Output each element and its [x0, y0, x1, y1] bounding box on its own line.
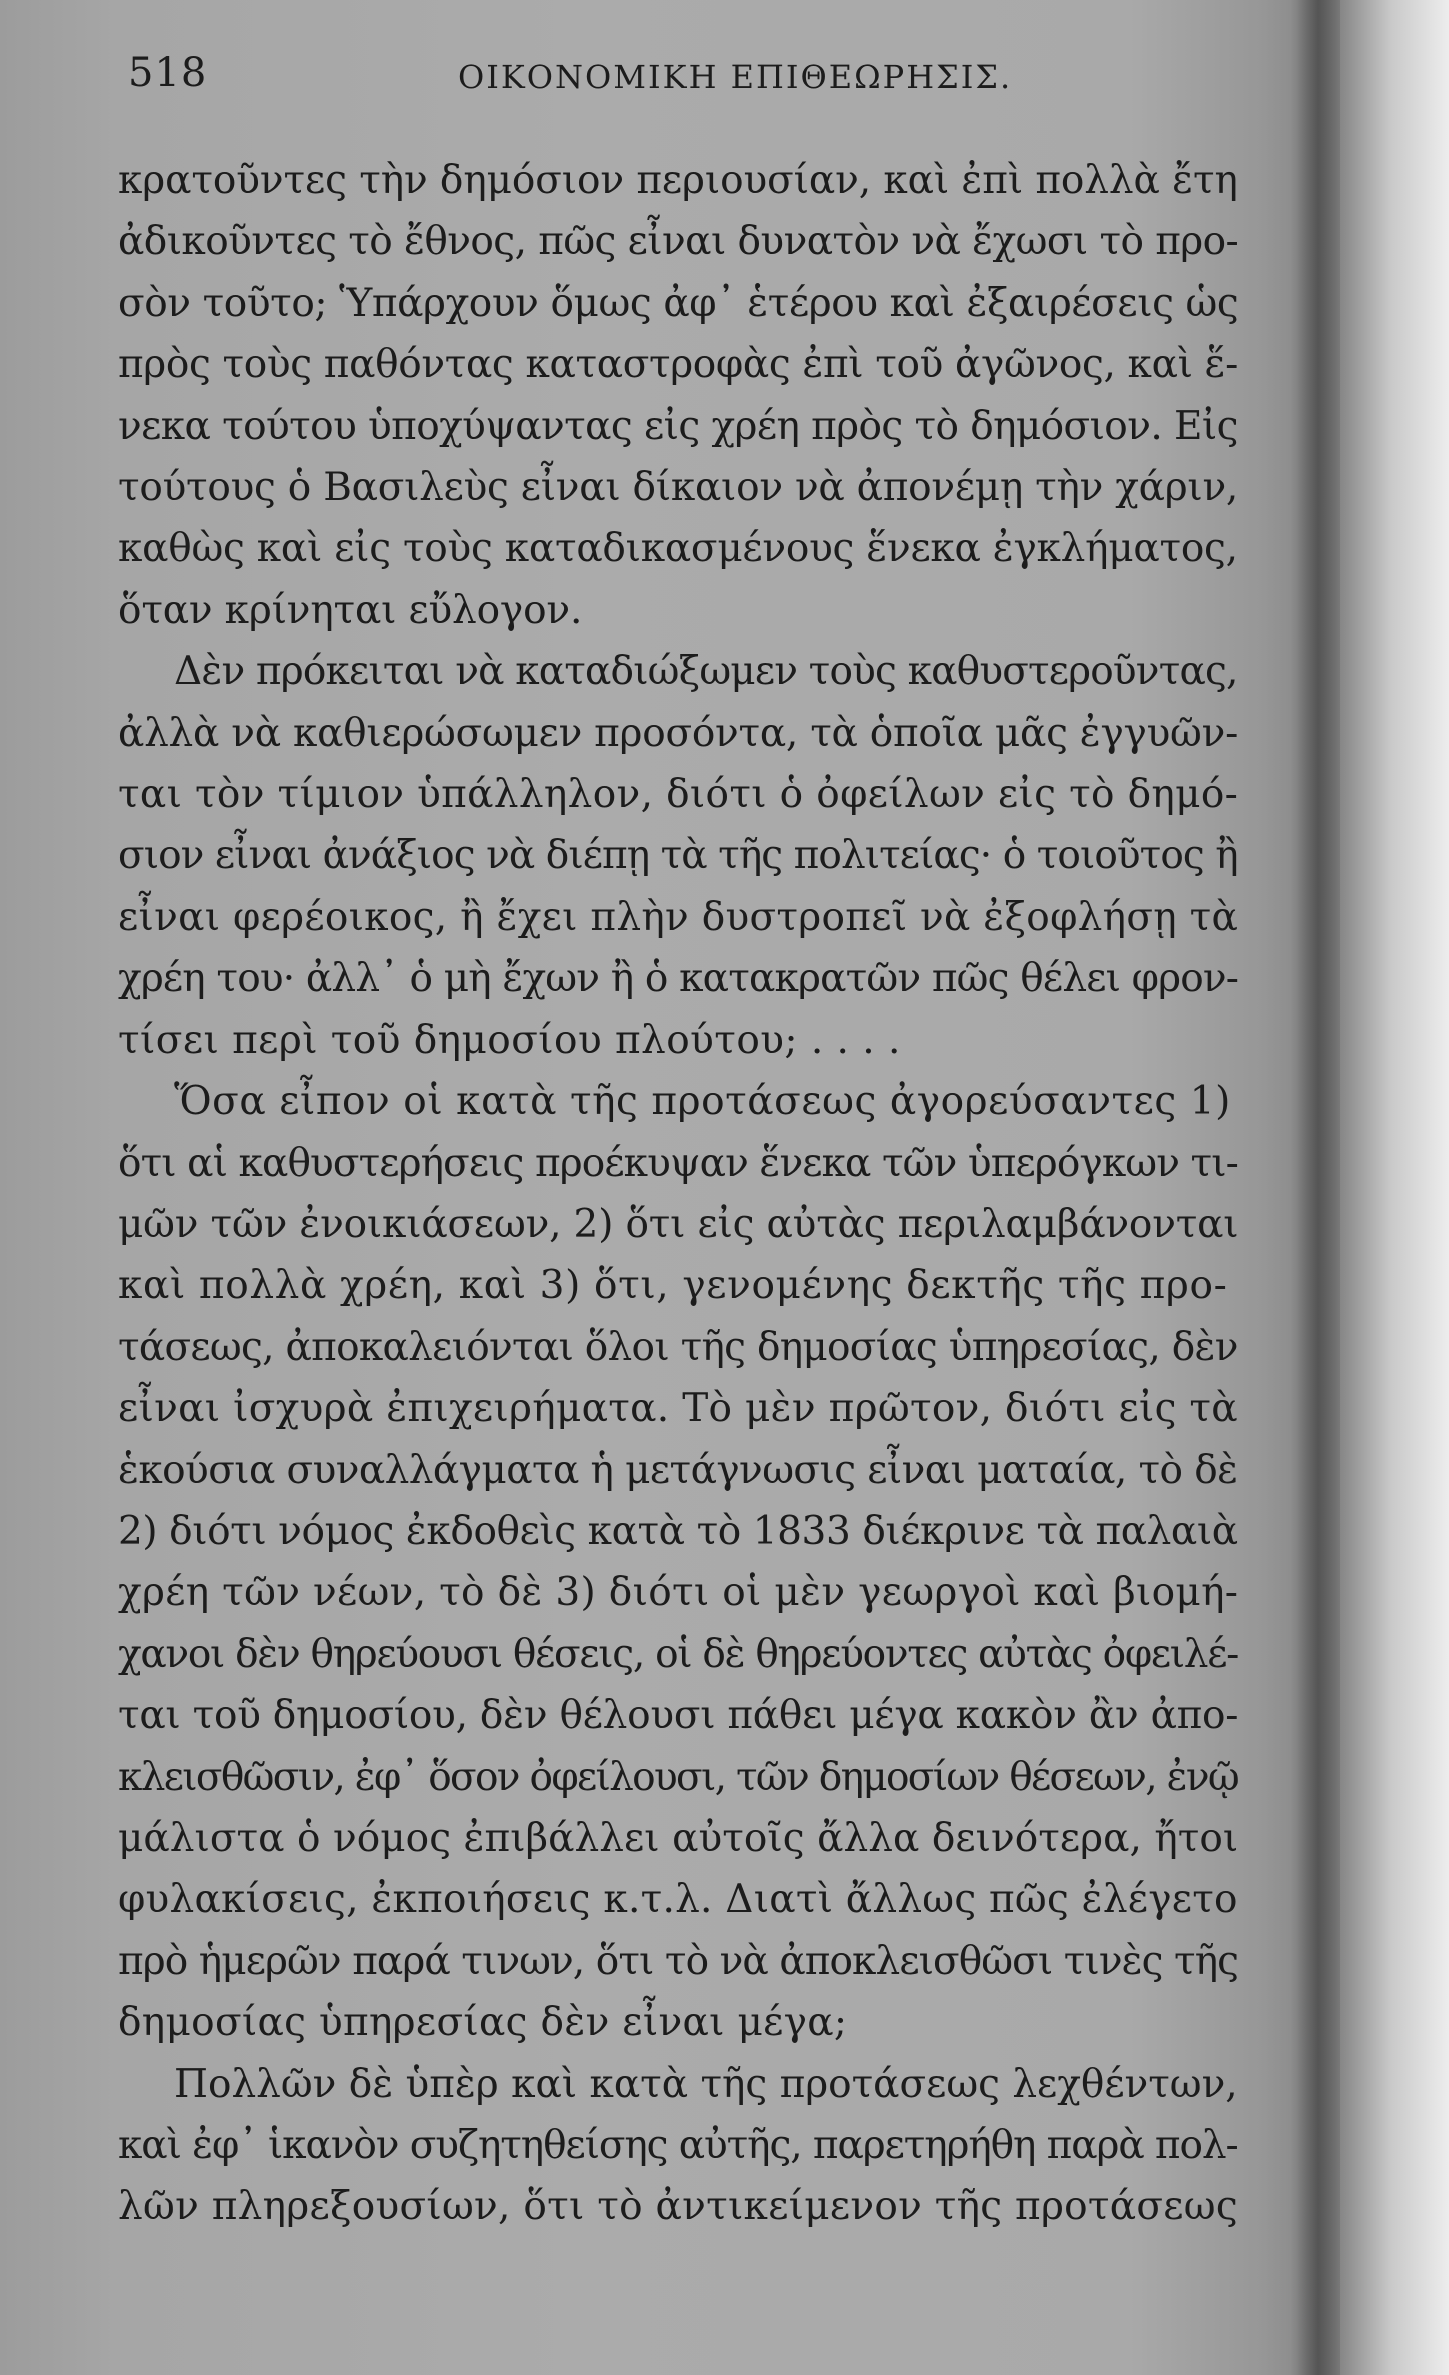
- text-line: φυλακίσεις, ἐκποιήσεις κ.τ.λ. Διατὶ ἄλλως πῶς ἐλέγετο: [118, 1877, 1238, 1923]
- text-line: πρὸ ἡμερῶν παρά τινων, ὅτι τὸ νὰ ἀποκλεισθῶσι τινὲς τῆς: [118, 1938, 1239, 1984]
- book-page: [118, 50, 1268, 2238]
- text-line: καθὼς καὶ εἰς τοὺς καταδικασμένους ἕνεκα ἐγκλήματος,: [118, 526, 1238, 572]
- running-head: [118, 50, 1268, 110]
- text-line: ται τοῦ δημοσίου, δὲν θέλουσι πάθει μέγα κακὸν ἂν ἀπο-: [118, 1693, 1239, 1739]
- text-line: καὶ πολλὰ χρέη, καὶ 3) ὅτι, γενομένης δεκτῆς τῆς προ-: [118, 1263, 1228, 1309]
- text-line: εἶναι φερέοικος, ἢ ἔχει πλὴν δυστροπεῖ νὰ ἐξοφλήσῃ τὰ: [118, 894, 1239, 940]
- text-line: μάλιστα ὁ νόμος ἐπιβάλλει αὐτοῖς ἄλλα δεινότερα, ἤτοι: [118, 1815, 1239, 1861]
- body-text: [118, 150, 1268, 2238]
- text-line: τούτους ὁ Βασιλεὺς εἶναι δίκαιον νὰ ἀπονέμῃ τὴν χάριν,: [118, 465, 1239, 511]
- text-line: λῶν πληρεξουσίων, ὅτι τὸ ἀντικείμενον τῆς προτάσεως: [118, 2184, 1238, 2230]
- text-line: ται τὸν τίμιον ὑπάλληλον, διότι ὁ ὀφείλων εἰς τὸ δημό-: [118, 772, 1239, 818]
- text-line: καὶ ἐφ᾽ ἱκανὸν συζητηθείσης αὐτῆς, παρετηρήθη παρὰ πολ-: [118, 2123, 1238, 2168]
- page-number: 518: [128, 50, 208, 96]
- text-line: κλεισθῶσιν, ἐφ᾽ ὅσον ὀφείλουσι, τῶν δημοσίων θέσεων, ἐνῷ: [118, 1754, 1239, 1800]
- text-line: ὅταν κρίνηται εὔλογον.: [118, 587, 583, 633]
- text-line: Πολλῶν δὲ ὑπὲρ καὶ κατὰ τῆς προτάσεως λεχθέντων,: [174, 2061, 1238, 2107]
- text-line: χανοι δὲν θηρεύουσι θέσεις, οἱ δὲ θηρεύοντες αὐτὰς ὀφειλέ-: [118, 1631, 1239, 1677]
- running-title: ΟΙΚΟΝΟΜΙΚΗ ΕΠΙΘΕΩΡΗΣΙΣ.: [458, 58, 1013, 96]
- text-line: μῶν τῶν ἐνοικιάσεων, 2) ὅτι εἰς αὐτὰς περιλαμβάνονται: [118, 1201, 1239, 1247]
- text-line: χρέη τῶν νέων, τὸ δὲ 3) διότι οἱ μὲν γεωργοὶ καὶ βιομή-: [118, 1570, 1239, 1616]
- text-line: σὸν τοῦτο; Ὑπάρχουν ὅμως ἀφ᾽ ἑτέρου καὶ ἐξαιρέσεις ὡς: [118, 280, 1239, 326]
- text-line: κρατοῦντες τὴν δημόσιον περιουσίαν, καὶ ἐπὶ πολλὰ ἔτη: [118, 158, 1238, 203]
- text-line: δημοσίας ὑπηρεσίας δὲν εἶναι μέγα;: [118, 2000, 848, 2046]
- text-line: εἶναι ἰσχυρὰ ἐπιχειρήματα. Τὸ μὲν πρῶτον, διότι εἰς τὰ: [118, 1386, 1238, 1432]
- text-line: ἑκούσια συναλλάγματα ἡ μετάγνωσις εἶναι ματαία, τὸ δὲ: [118, 1447, 1238, 1493]
- text-line: χρέη του· ἀλλ᾽ ὁ μὴ ἔχων ἢ ὁ κατακρατῶν πῶς θέλει φρον-: [118, 956, 1239, 1002]
- text-line: Ὅσα εἶπον οἱ κατὰ τῆς προτάσεως ἀγορεύσαντες 1): [174, 1079, 1231, 1125]
- text-line: πρὸς τοὺς παθόντας καταστροφὰς ἐπὶ τοῦ ἀγῶνος, καὶ ἕ-: [118, 342, 1238, 388]
- text-line: σιον εἶναι ἀνάξιος νὰ διέπῃ τὰ τῆς πολιτείας· ὁ τοιοῦτος ἢ: [118, 833, 1238, 879]
- text-line: νεκα τούτου ὑποχύψαντας εἰς χρέη πρὸς τὸ δημόσιον. Εἰς: [118, 403, 1238, 449]
- text-line: Δὲν πρόκειται νὰ καταδιώξωμεν τοὺς καθυστεροῦντας,: [174, 649, 1238, 695]
- text-line: τάσεως, ἀποκαλειόνται ὅλοι τῆς δημοσίας ὑπηρεσίας, δὲν: [118, 1324, 1238, 1370]
- text-line: ἀλλὰ νὰ καθιερώσωμεν προσόντα, τὰ ὁποῖα μᾶς ἐγγυῶν-: [118, 710, 1238, 756]
- text-line: ὅτι αἱ καθυστερήσεις προέκυψαν ἕνεκα τῶν ὑπερόγκων τι-: [118, 1140, 1238, 1186]
- book-gutter-shadow: [1290, 0, 1340, 2375]
- text-line: τίσει περὶ τοῦ δημοσίου πλούτου; . . . .: [118, 1017, 901, 1063]
- text-line: 2) διότι νόμος ἐκδοθεὶς κατὰ τὸ 1833 διέκρινε τὰ παλαιὰ: [118, 1508, 1238, 1554]
- text-line: ἀδικοῦντες τὸ ἔθνος, πῶς εἶναι δυνατὸν νὰ ἔχωσι τὸ προ-: [118, 219, 1239, 265]
